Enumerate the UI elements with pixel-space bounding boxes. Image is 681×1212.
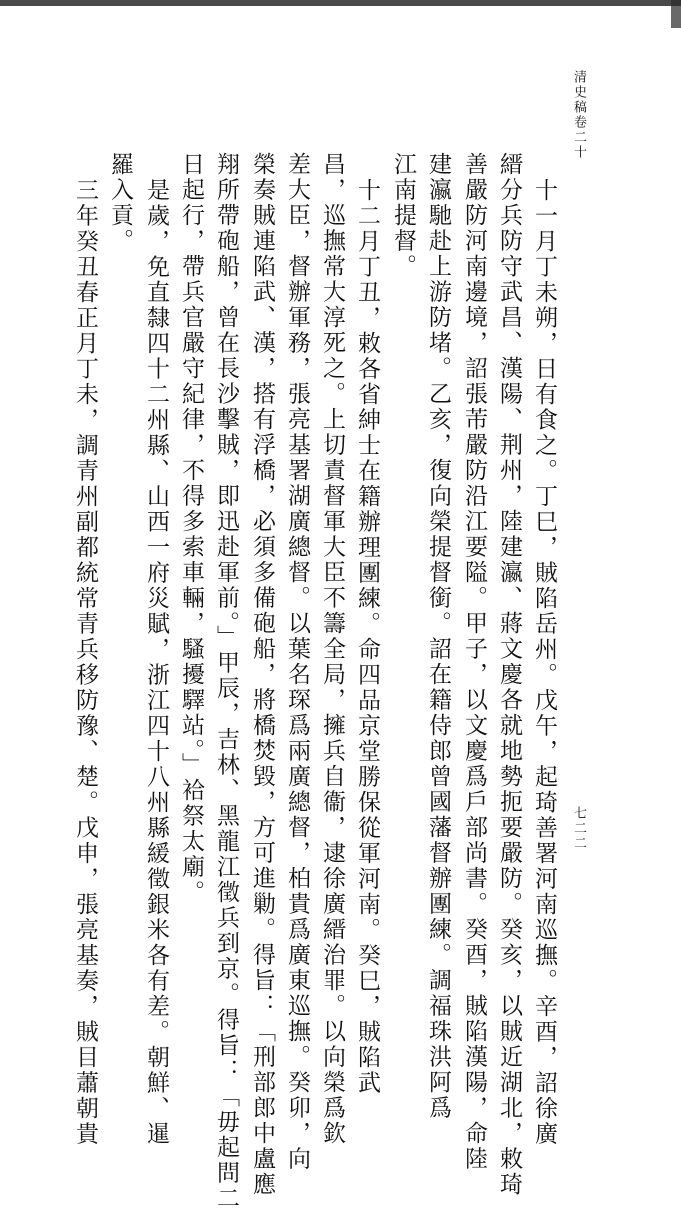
text-column-10: 翔所帶砲船，曾在長沙擊賊，即迅赴軍前。」甲辰，吉林、黑龍江徵兵到京。得旨：「毋起問二: [213, 152, 239, 1212]
page-top-edge: [0, 0, 681, 6]
text-column-2: 縉分兵防守武昌、漢陽、荆州，陸建瀛、蔣文慶各就地勢扼要嚴防。癸亥，以賊近湖北，敕琦: [496, 152, 522, 1198]
running-head-page-number: 七二二: [571, 806, 586, 851]
text-column-14: 三年癸丑春正月丁未，調青州副都統常青兵移防豫、楚。戊申，張亮基奏，賊目蕭朝貴: [72, 178, 98, 1147]
page-corner-edge: [671, 0, 681, 28]
text-column-7: 昌，巡撫常大淳死之。上切責督軍大臣不籌全局，擁兵自衞，逮徐廣縉治罪。以向榮爲欽: [319, 152, 345, 1147]
text-column-1: 十一月丁未朔，日有食之。丁巳，賊陷岳州。戊午，起琦善署河南巡撫。辛酉，詔徐廣: [531, 178, 557, 1147]
text-column-6: 十二月丁丑，敕各省紳士在籍辦理團練。命四品京堂勝保從軍河南。癸巳，賊陷武: [354, 178, 380, 1096]
text-column-3: 善嚴防河南邊境，詔張芾嚴防沿江要隘。甲子，以文慶爲戶部尚書。癸酉，賊陷漢陽，命陸: [461, 152, 487, 1172]
text-column-13: 羅入貢。: [107, 152, 133, 254]
text-column-12: 是歲，免直隸四十二州縣、山西一府災賦，浙江四十八州縣緩徵銀米各有差。朝鮮、暹: [143, 178, 169, 1147]
running-head-book-title: 清史稿卷二十: [571, 70, 586, 160]
text-column-9: 榮奏賊連陷武、漢，搭有浮橋，必須多備砲船，將橋焚毀，方可進勦。得旨：「刑部郎中盧應: [249, 152, 275, 1198]
text-column-4: 建瀛馳赴上游防堵。乙亥，復向榮提督銜。詔在籍侍郎曾國藩督辦團練。調福珠洪阿爲: [425, 152, 451, 1121]
text-column-8: 差大臣，督辦軍務，張亮基署湖廣總督。以葉名琛爲兩廣總督，柏貴爲廣東巡撫。癸卯，向: [284, 152, 310, 1172]
text-column-5: 江南提督。: [390, 152, 416, 280]
text-column-11: 日起行，帶兵官嚴守紀律，不得多索車輛，騷擾驛站。」袷祭太廟。: [178, 152, 204, 906]
